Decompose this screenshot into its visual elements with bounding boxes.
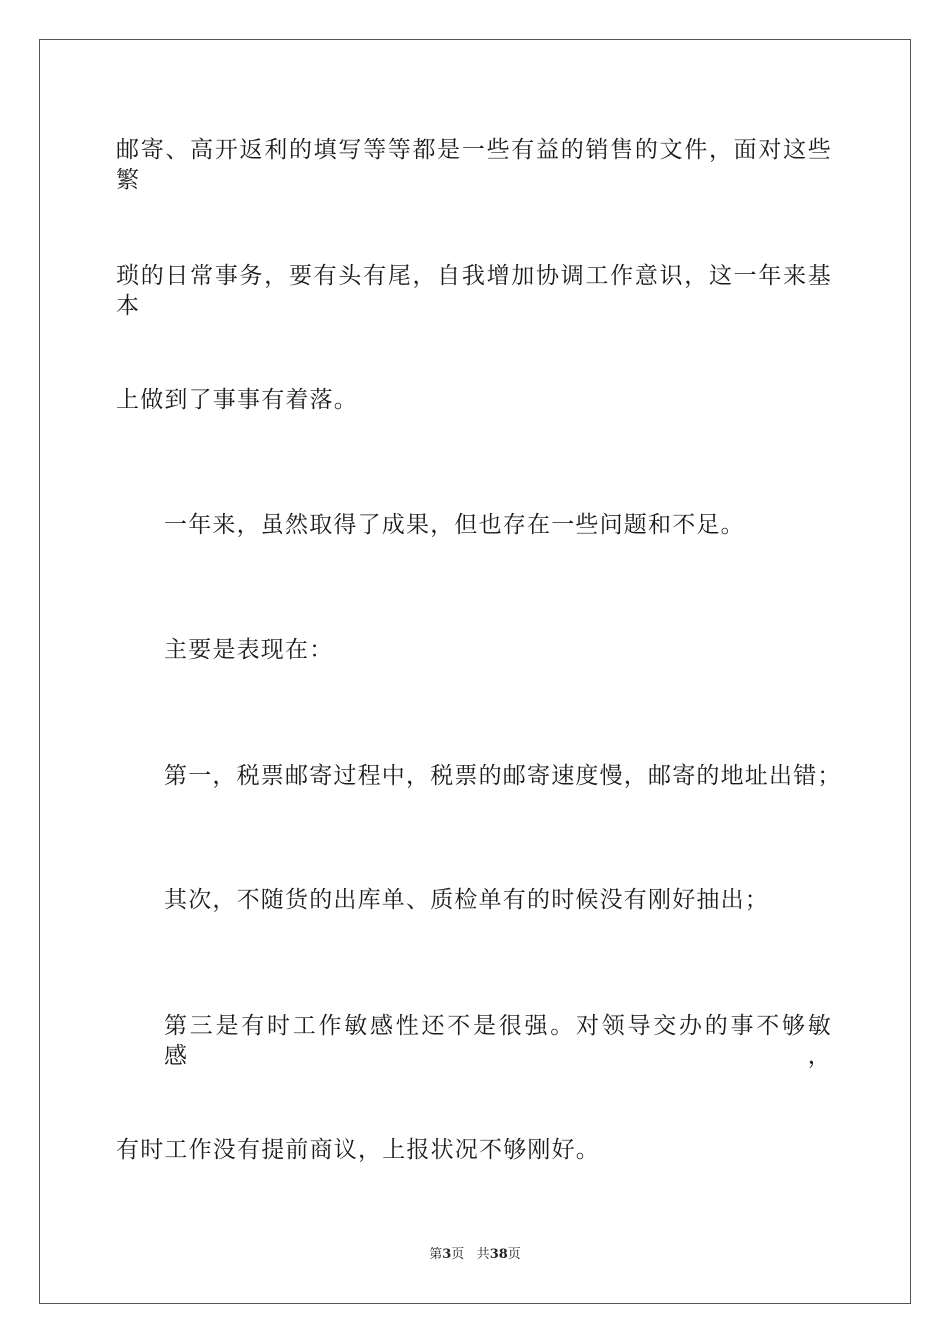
page-prefix: 第 <box>429 1247 443 1262</box>
total-suffix: 页 <box>507 1247 521 1262</box>
text-line-8: 第三是有时工作敏感性还不是很强。对领导交办的事不够敏感， <box>164 1013 832 1069</box>
page-number: 3 <box>442 1247 452 1262</box>
text-line-3: 上做到了事事有着落。 <box>116 387 358 413</box>
page-footer <box>0 1246 950 1264</box>
text-line-4: 一年来，虽然取得了成果，但也存在一些问题和不足。 <box>164 512 745 538</box>
page-suffix: 页 <box>451 1247 465 1262</box>
total-pages: 38 <box>489 1247 508 1262</box>
total-prefix: 共 <box>476 1247 490 1262</box>
text-line-7: 其次，不随货的出库单、质检单有的时候没有刚好抽出； <box>164 887 769 913</box>
text-line-2: 琐的日常事务，要有头有尾，自我增加协调工作意识，这一年来基本 <box>116 263 832 319</box>
text-line-9: 有时工作没有提前商议，上报状况不够刚好。 <box>116 1137 600 1163</box>
text-line-5: 主要是表现在： <box>164 637 334 663</box>
text-line-1: 邮寄、高开返利的填写等等都是一些有益的销售的文件，面对这些繁 <box>116 137 832 193</box>
page-border <box>39 39 911 1304</box>
text-line-6: 第一，税票邮寄过程中，税票的邮寄速度慢，邮寄的地址出错； <box>164 763 842 789</box>
